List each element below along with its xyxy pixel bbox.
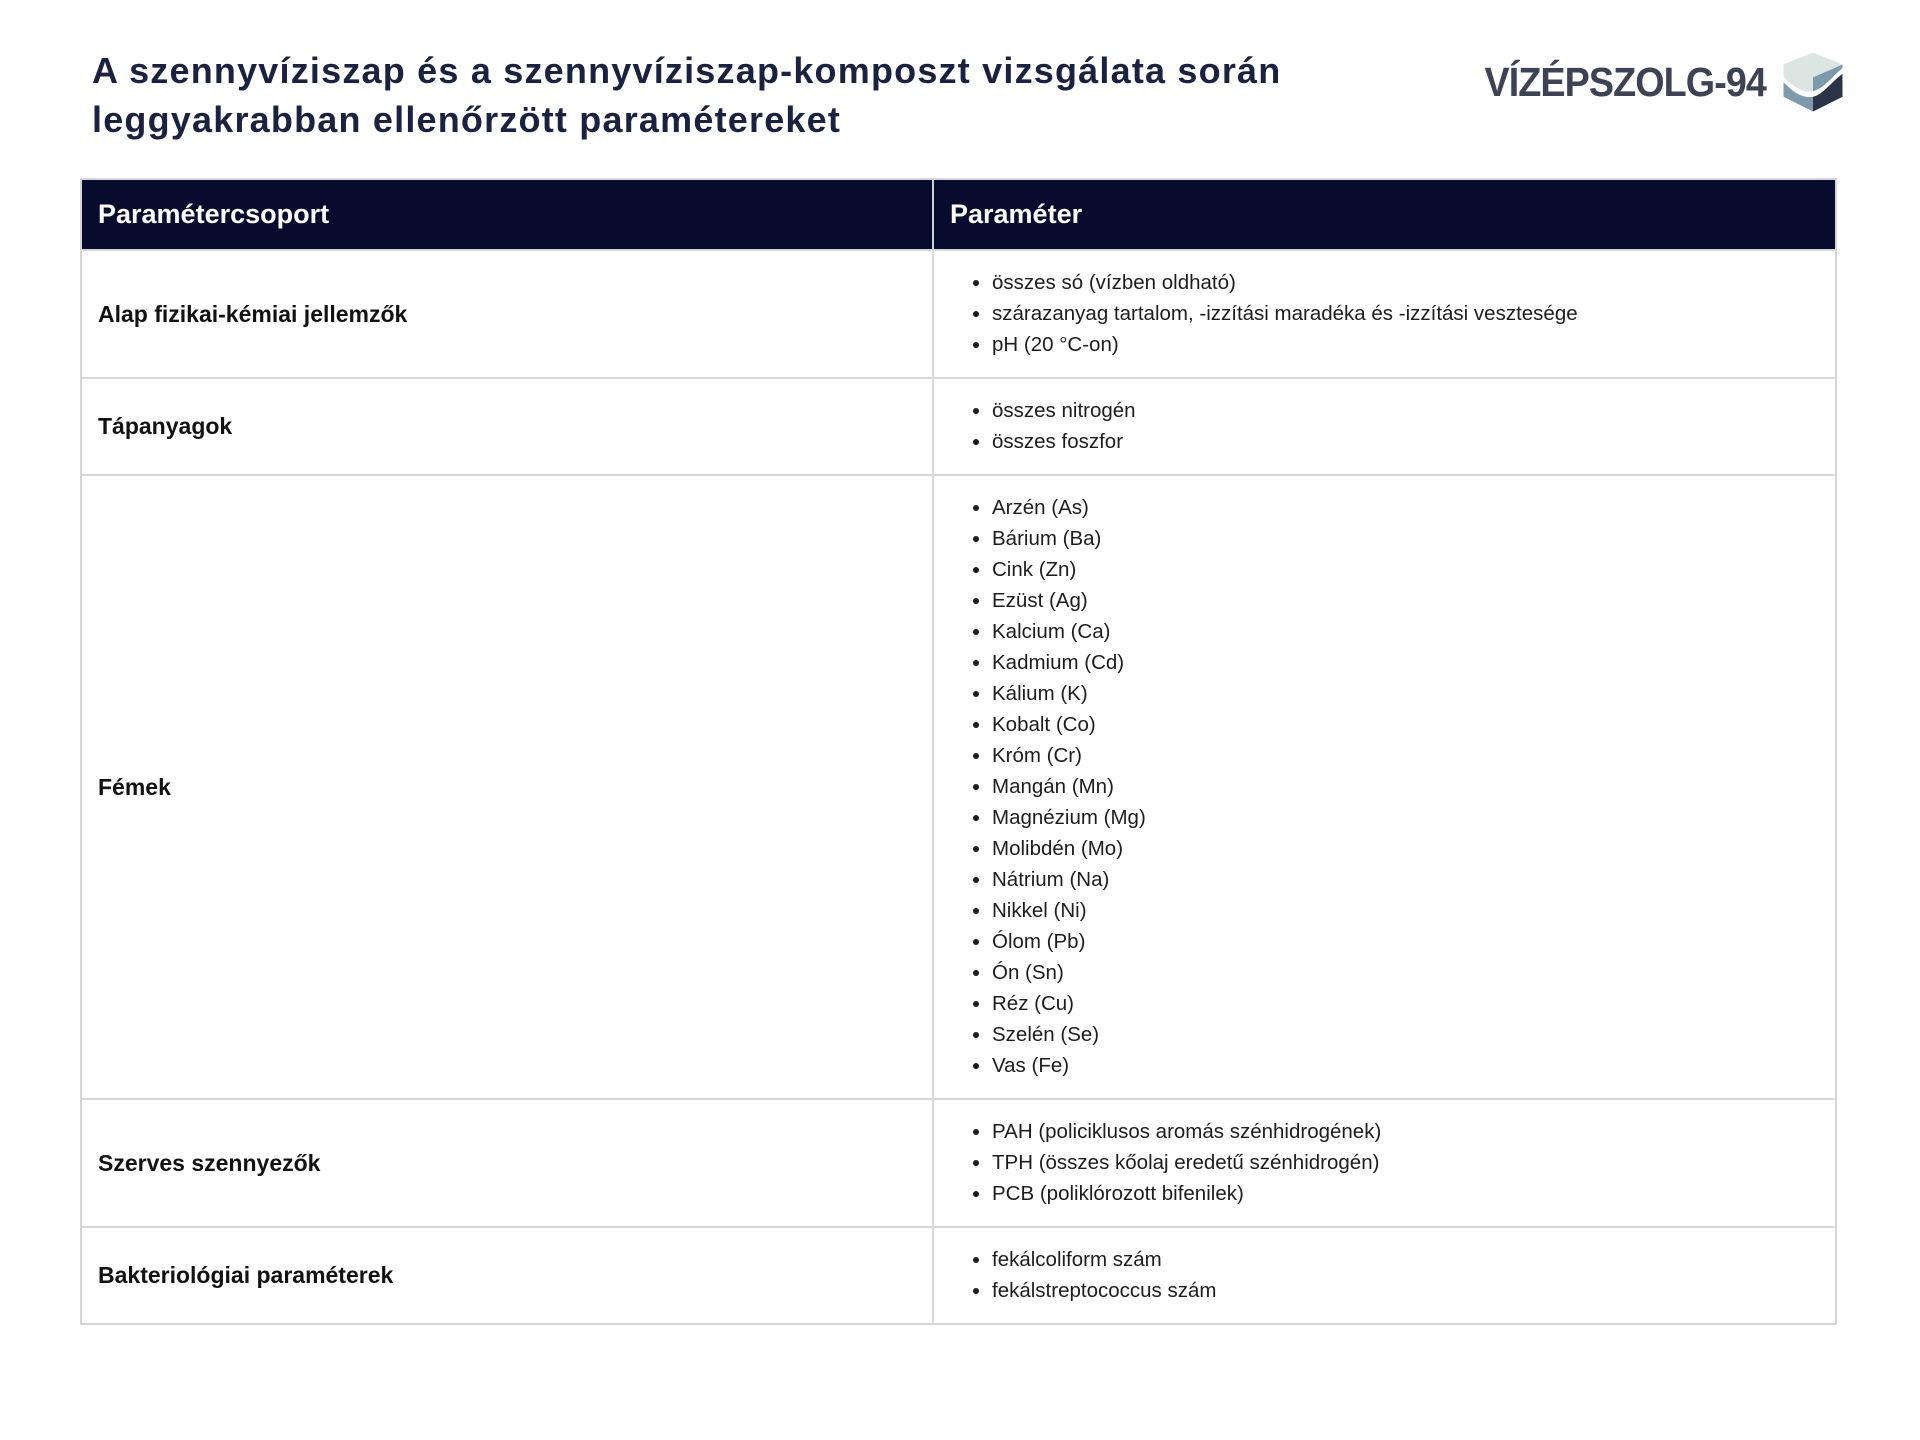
parameter-item: • Kobalt (Co) (992, 711, 1146, 739)
parameter-list (934, 394, 1136, 459)
params-cell (934, 1100, 1835, 1226)
parameter-item: • összes foszfor (992, 428, 1136, 456)
parameter-item: • Bárium (Ba) (992, 525, 1146, 553)
parameter-item: • PCB (poliklórozott bifenilek) (992, 1180, 1381, 1208)
parameter-item: • Ezüst (Ag) (992, 587, 1146, 615)
table-row (82, 1226, 1835, 1323)
parameter-item: • Molibdén (Mo) (992, 835, 1146, 863)
page-title-line-2: leggyakrabban ellenőrzött paramétereket (92, 99, 842, 140)
params-cell (934, 251, 1835, 377)
parameter-item: • Ón (Sn) (992, 959, 1146, 987)
group-cell (82, 251, 934, 377)
params-cell (934, 379, 1835, 474)
parameter-item: • pH (20 °C-on) (992, 331, 1578, 359)
group-cell (82, 1100, 934, 1226)
parameter-item: • fekálcoliform szám (992, 1246, 1216, 1274)
group-label: Alap fizikai-kémiai jellemzők (98, 300, 408, 327)
table-header-row (82, 180, 1835, 249)
params-cell (934, 1228, 1835, 1323)
parameter-item: • szárazanyag tartalom, -izzítási maradéka és -izzítási vesztesége (992, 300, 1578, 328)
group-cell (82, 379, 934, 474)
parameter-item: • fekálstreptococcus szám (992, 1277, 1216, 1305)
parameter-item: • Nátrium (Na) (992, 866, 1146, 894)
parameter-list (934, 491, 1146, 1083)
parameter-item: • Magnézium (Mg) (992, 804, 1146, 832)
parameter-item: • Vas (Fe) (992, 1052, 1146, 1080)
group-label: Szerves szennyezők (98, 1149, 321, 1176)
parameter-item: • PAH (policiklusos aromás szénhidrogének) (992, 1118, 1381, 1146)
parameter-item: • Szelén (Se) (992, 1021, 1146, 1049)
parameters-table (80, 178, 1837, 1325)
parameter-item: • TPH (összes kőolaj eredetű szénhidrogén) (992, 1149, 1381, 1177)
group-label: Tápanyagok (98, 413, 233, 439)
parameter-list (934, 1243, 1216, 1308)
parameter-item: • Cink (Zn) (992, 556, 1146, 584)
parameter-item: • Kadmium (Cd) (992, 649, 1146, 677)
parameter-list (934, 1115, 1381, 1211)
column-header-group: Paramétercsoport (82, 180, 934, 249)
parameter-item: • Réz (Cu) (992, 990, 1146, 1018)
parameter-item: • Nikkel (Ni) (992, 897, 1146, 925)
parameter-item: • Mangán (Mn) (992, 773, 1146, 801)
parameter-item: • Arzén (As) (992, 494, 1146, 522)
group-cell (82, 1228, 934, 1323)
parameter-item: • összes só (vízben oldható) (992, 269, 1578, 297)
parameter-item: • összes nitrogén (992, 397, 1136, 425)
params-cell (934, 476, 1835, 1098)
table-row (82, 1098, 1835, 1226)
group-cell (82, 476, 934, 1098)
parameter-item: • Ólom (Pb) (992, 928, 1146, 956)
parameter-list (934, 266, 1578, 362)
group-label: Fémek (98, 773, 171, 800)
page-title-line-1: A szennyvíziszap és a szennyvíziszap-komposzt vizsgálata során (92, 50, 1282, 91)
logo-text: VÍZÉPSZOLG-94 (1484, 58, 1766, 105)
table-body (82, 249, 1835, 1323)
page-title (92, 46, 1281, 144)
cube-wave-icon (1778, 48, 1848, 116)
table-row (82, 249, 1835, 377)
column-header-parameter: Paraméter (950, 199, 1083, 229)
parameter-item: • Króm (Cr) (992, 742, 1146, 770)
table-row (82, 474, 1835, 1098)
table-row (82, 377, 1835, 474)
parameter-item: • Kalcium (Ca) (992, 618, 1146, 646)
parameter-item: • Kálium (K) (992, 680, 1146, 708)
logo (1460, 44, 1848, 120)
group-label: Bakteriológiai paraméterek (98, 1262, 394, 1288)
